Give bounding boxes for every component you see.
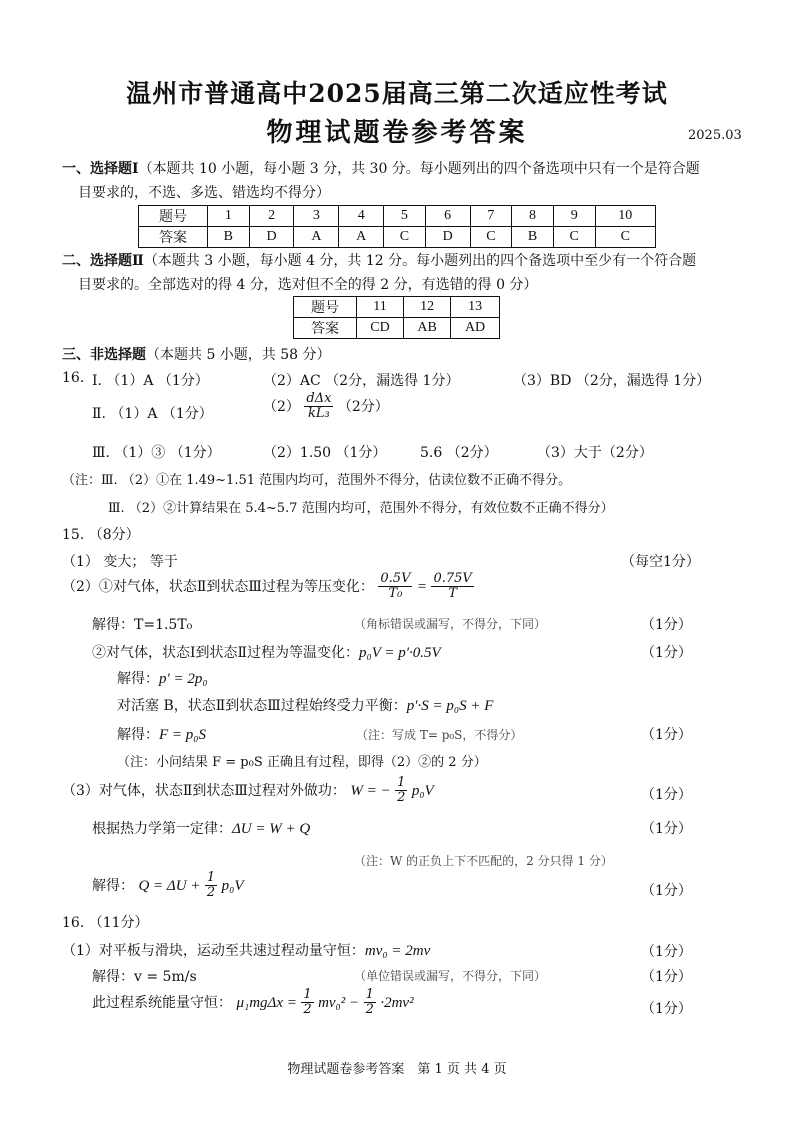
answer-formula: ②对气体，状态Ⅰ到状态Ⅱ过程为等温变化：p₀V = p′·0.5V (92, 645, 441, 661)
grading-note: （单位错误或漏写，不得分，下同） (354, 969, 547, 983)
answer-text: （2）1.50 （1分） (263, 445, 387, 461)
answer-formula: 解得：p′ = 2p₀ (117, 671, 208, 687)
section2-description: 二、选择题Ⅱ（本题共 3 小题，每小题 4 分，共 12 分。每小题列出的四个备选项中至少有一个符合题 (62, 253, 697, 269)
section1-heading: 一、选择题Ⅰ (62, 161, 139, 177)
fraction: $\frac{0.5V}{\text{T₀}}$ (380, 571, 411, 602)
answer-text: （3）大于（2分） (537, 445, 653, 461)
answer-cell: D (249, 227, 294, 248)
section2-answer-table (293, 296, 500, 339)
score-note: （1分） (641, 645, 692, 661)
score-note: （1分） (641, 883, 692, 899)
fraction: $\frac{1}{2}$ (397, 775, 406, 806)
answer-cell: A (294, 227, 339, 248)
grading-note: （注：写成 T= p₀S，不得分） (356, 728, 523, 742)
question-number-cell: 2 (249, 206, 294, 227)
answer-cell: C (595, 227, 655, 248)
score-note: （1分） (641, 617, 692, 633)
question-number-cell: 11 (357, 297, 404, 318)
section1-description: 一、选择题Ⅰ（本题共 10 小题，每小题 3 分，共 30 分。每小题列出的四个备选项中只有一个是符合题 (62, 161, 700, 177)
answer-cell: C (384, 227, 426, 248)
question-number-cell: 12 (404, 297, 451, 318)
score-note: （1分） (641, 787, 692, 803)
answer-text: （3）BD （2分，漏选得 1分） (513, 373, 711, 389)
grading-note: （注：W 的正负上下不匹配的，2 分只得 1 分） (354, 854, 613, 868)
answer-text: Ⅰ. （1）A （1分） (92, 373, 209, 389)
answer-text: Ⅲ. （1）③ （1分） (92, 445, 221, 461)
answer-formula: 根据热力学第一定律：ΔU = W + Q (92, 821, 311, 837)
document-date: 2025.03 (688, 128, 742, 143)
document-subtitle: 物理试题卷参考答案 (266, 118, 528, 148)
score-note: （1分） (641, 969, 692, 985)
answer-cell: C (470, 227, 512, 248)
answer-text: 5.6 （2分） (420, 445, 498, 461)
answer-formula: 对活塞 B，状态Ⅱ到状态Ⅲ过程始终受力平衡：p′·S = p₀S + F (117, 698, 494, 714)
section2-description-cont: 目要求的。全部选对的得 4 分，选对但不全的得 2 分，有选错的得 0 分） (78, 277, 538, 293)
answer-cell: A (339, 227, 384, 248)
fraction: $\frac{0.75V}{T}$ (433, 571, 472, 602)
section3-description: 三、非选择题（本题共 5 小题，共 58 分） (62, 347, 331, 363)
question-number-cell: 3 (294, 206, 339, 227)
answer-formula: （1）对平板与滑块，运动至共速过程动量守恒：mv₀ = 2mv (62, 943, 431, 959)
table-header-cell: 答案 (294, 318, 357, 339)
fraction: $\frac{\text{dΔx}}{\text{kL₃}}$ (306, 391, 332, 422)
answer-cell: C (553, 227, 595, 248)
answer-text: 解得：T=1.5T₀ (92, 617, 193, 633)
answer-formula: （2） $\frac{\text{dΔx}}{\text{kL₃}}$ （2分） (263, 391, 389, 422)
score-note: （每空1分） (621, 554, 700, 570)
page-footer: 物理试题卷参考答案 第 1 页 共 4 页 (287, 1062, 507, 1077)
answer-text: 解得：v = 5m/s (92, 969, 197, 985)
table-header-cell: 答案 (139, 227, 208, 248)
answer-text: （1） 变大； 等于 (62, 554, 178, 570)
question-number-cell: 6 (425, 206, 470, 227)
score-note: （1分） (641, 944, 692, 960)
fraction: $\frac{1}{2}$ (365, 987, 374, 1018)
answer-cell: D (425, 227, 470, 248)
question-number: 16. （11分） (62, 915, 149, 931)
grading-note: （注：Ⅲ. （2）①在 1.49~1.51 范围内均可，范围外不得分，估读位数不正确不得分。 (62, 473, 572, 488)
question-number-cell: 8 (512, 206, 554, 227)
score-note: （1分） (641, 727, 692, 743)
exam-title: 温州市普通高中2025届高三第二次适应性考试 (126, 79, 668, 108)
question-number-cell: 7 (470, 206, 512, 227)
score-note: （1分） (641, 821, 692, 837)
fraction: $\frac{1}{2}$ (206, 870, 216, 901)
question-number-cell: 9 (553, 206, 595, 227)
section1-description-cont: 目要求的，不选、多选、错选均不得分） (78, 185, 330, 201)
grading-note: Ⅲ. （2）②计算结果在 5.4~5.7 范围内均可，范围外不得分，有效位数不正确不得分） (108, 501, 614, 516)
question-number-cell: 10 (595, 206, 655, 227)
answer-cell: AD (451, 318, 500, 339)
question-number: 16. (62, 370, 85, 386)
section2-heading: 二、选择题Ⅱ (62, 253, 144, 269)
answer-cell: B (512, 227, 554, 248)
answer-cell: B (208, 227, 250, 248)
grading-note: （注：小问结果 F = p₀S 正确且有过程，即得（2）②的 2 分） (117, 755, 487, 770)
answer-formula: （2）①对气体，状态Ⅱ到状态Ⅲ过程为等压变化： $\frac{0.5V}{\text{T₀}}$ = $\frac{0.75V}{T}$ (62, 571, 472, 602)
question-number-cell: 4 (339, 206, 384, 227)
question-number: 15. （8分） (62, 527, 140, 543)
grading-note: （角标错误或漏写，不得分，下同） (354, 617, 547, 631)
answer-text: Ⅱ. （1）A （1分） (92, 406, 213, 422)
score-note: （1分） (641, 1001, 692, 1017)
section1-answer-table (138, 205, 656, 248)
table-header-cell: 题号 (139, 206, 208, 227)
answer-formula: 解得： Q = ΔU + $\frac{1}{2}$ p₀V (92, 870, 244, 901)
fraction: $\frac{1}{2}$ (303, 987, 312, 1018)
answer-formula: 解得：F = p₀S (117, 727, 206, 743)
question-number-cell: 13 (451, 297, 500, 318)
answer-cell: CD (357, 318, 404, 339)
section3-heading: 三、非选择题 (62, 347, 146, 363)
answer-text: （2）AC （2分，漏选得 1分） (263, 373, 460, 389)
answer-cell: AB (404, 318, 451, 339)
question-number-cell: 1 (208, 206, 250, 227)
answer-formula: （3）对气体，状态Ⅱ到状态Ⅲ过程对外做功： W = − $\frac{1}{2}$ p₀V (62, 775, 434, 806)
question-number-cell: 5 (384, 206, 426, 227)
answer-formula: 此过程系统能量守恒： μ₁mgΔx = $\frac{1}{2}$ mv₀² − $\frac{1}{2}$ ·2mv² (92, 987, 414, 1018)
table-header-cell: 题号 (294, 297, 357, 318)
